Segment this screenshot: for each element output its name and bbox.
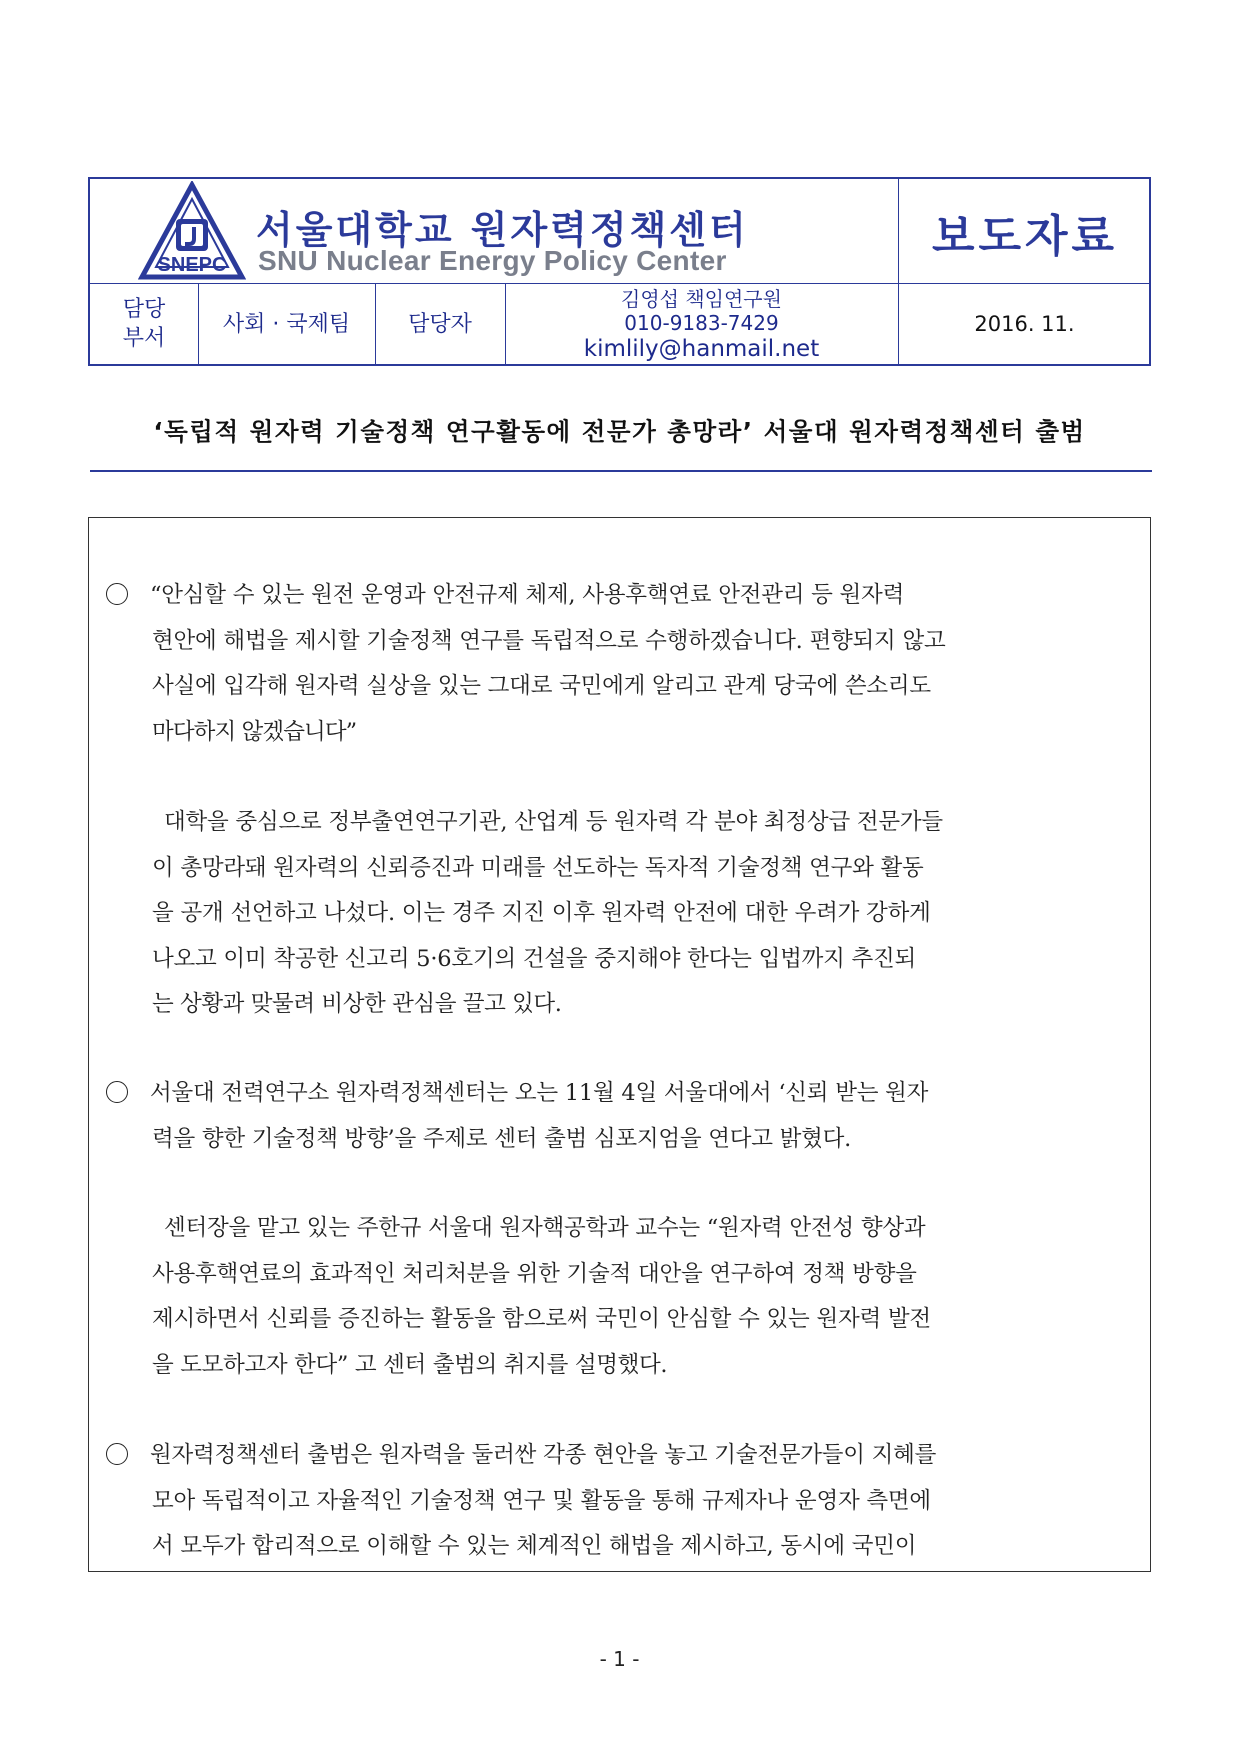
paragraph-3 [106,1071,1126,1162]
paragraph-line: 제시하면서 신뢰를 증진하는 활동을 함으로써 국민이 안심할 수 있는 원자력 발전 [152,1306,931,1332]
paragraph-line: 는 상황과 맞물려 비상한 관심을 끌고 있다. [152,991,562,1017]
press-release-header [88,177,1151,366]
paragraph-line: 대학을 중심으로 정부출연연구기관, 산업계 등 원자력 각 분야 최정상급 전문가들 [164,809,943,835]
body-box [88,517,1151,1572]
paragraph-line: 마다하지 않겠습니다” [152,718,357,745]
org-name-english: SNU Nuclear Energy Policy Center [258,245,727,276]
title-rule [90,470,1152,472]
contact-label: 담당자 [408,311,472,337]
paragraph-2 [106,800,1126,1028]
release-date: 2016. 11. [974,312,1075,337]
contact-info [505,285,898,365]
paragraph-line: 모아 독립적이고 자율적인 기술정책 연구 및 활동을 통해 규제자나 운영자 측면에 [152,1487,931,1514]
paragraph-line: 이 총망라돼 원자력의 신뢰증진과 미래를 선도하는 독자적 기술정책 연구와 활동 [152,854,924,881]
paragraph-line: “안심할 수 있는 원전 운영과 안전규제 체제, 사용후핵연료 안전관리 등 원자력 [150,582,905,608]
dept-value: 사회 · 국제팀 [222,311,351,337]
paragraph-line: 센터장을 맡고 있는 주한규 서울대 원자핵공학과 교수는 “원자력 안전성 향상과 [164,1215,926,1241]
contact-email[interactable]: kimlily@hanmail.net [583,336,820,363]
snepc-logo [138,181,246,285]
org-name-korean: 서울대학교 원자력정책센터 [256,208,749,252]
paragraph-line: 을 공개 선언하고 나섰다. 이는 경주 지진 이후 원자력 안전에 대한 우려가 강하게 [152,900,931,926]
paragraph-4 [106,1206,1126,1388]
paragraph-1 [106,573,1126,755]
paragraph-line: 원자력정책센터 출범은 원자력을 둘러싼 각종 현안을 놓고 기술전문가들이 지혜를 [150,1442,937,1468]
dept-label [90,285,198,365]
paragraph-line: 서울대 전력연구소 원자력정책센터는 오는 11월 4일 서울대에서 ‘신뢰 받는 원자 [150,1080,929,1106]
paragraph-line: 력을 향한 기술정책 방향’을 주제로 센터 출범 심포지엄을 연다고 밝혔다. [152,1125,851,1152]
logo-text: SNEPC [157,254,227,276]
headline: ‘독립적 원자력 기술정책 연구활동에 전문가 총망라’ 서울대 원자력정책센터 출범 [153,417,1086,446]
paragraph-line: 사실에 입각해 원자력 실상을 있는 그대로 국민에게 알리고 관계 당국에 쓴소리도 [152,673,931,699]
paragraph-line: 사용후핵연료의 효과적인 처리처분을 위한 기술적 대안을 연구하여 정책 방향을 [152,1260,917,1287]
circle-bullet-icon [106,583,128,605]
circle-bullet-icon [106,1081,128,1103]
paragraph-line: 나오고 이미 착공한 신고리 5·6호기의 건설을 중지해야 한다는 입법까지 추진되 [152,945,917,972]
page-number: - 1 - [599,1647,640,1671]
paragraph-5 [106,1433,1126,1570]
contact-phone: 010-9183-7429 [624,310,779,335]
dept-label-line-2: 부서 [122,326,166,351]
document-type: 보도자료 [931,211,1118,262]
circle-bullet-icon [106,1443,128,1465]
paragraph-line: 현안에 해법을 제시할 기술정책 연구를 독립적으로 수행하겠습니다. 편향되지 않고 [152,627,946,654]
paragraph-line: 을 도모하고자 한다” 고 센터 출범의 취지를 설명했다. [152,1351,668,1378]
dept-label-line-1: 담당 [122,297,166,323]
paragraph-line: 서 모두가 합리적으로 이해할 수 있는 체계적인 해법을 제시하고, 동시에 국민이 [152,1533,917,1559]
contact-name: 김영섭 책임연구원 [621,286,782,311]
